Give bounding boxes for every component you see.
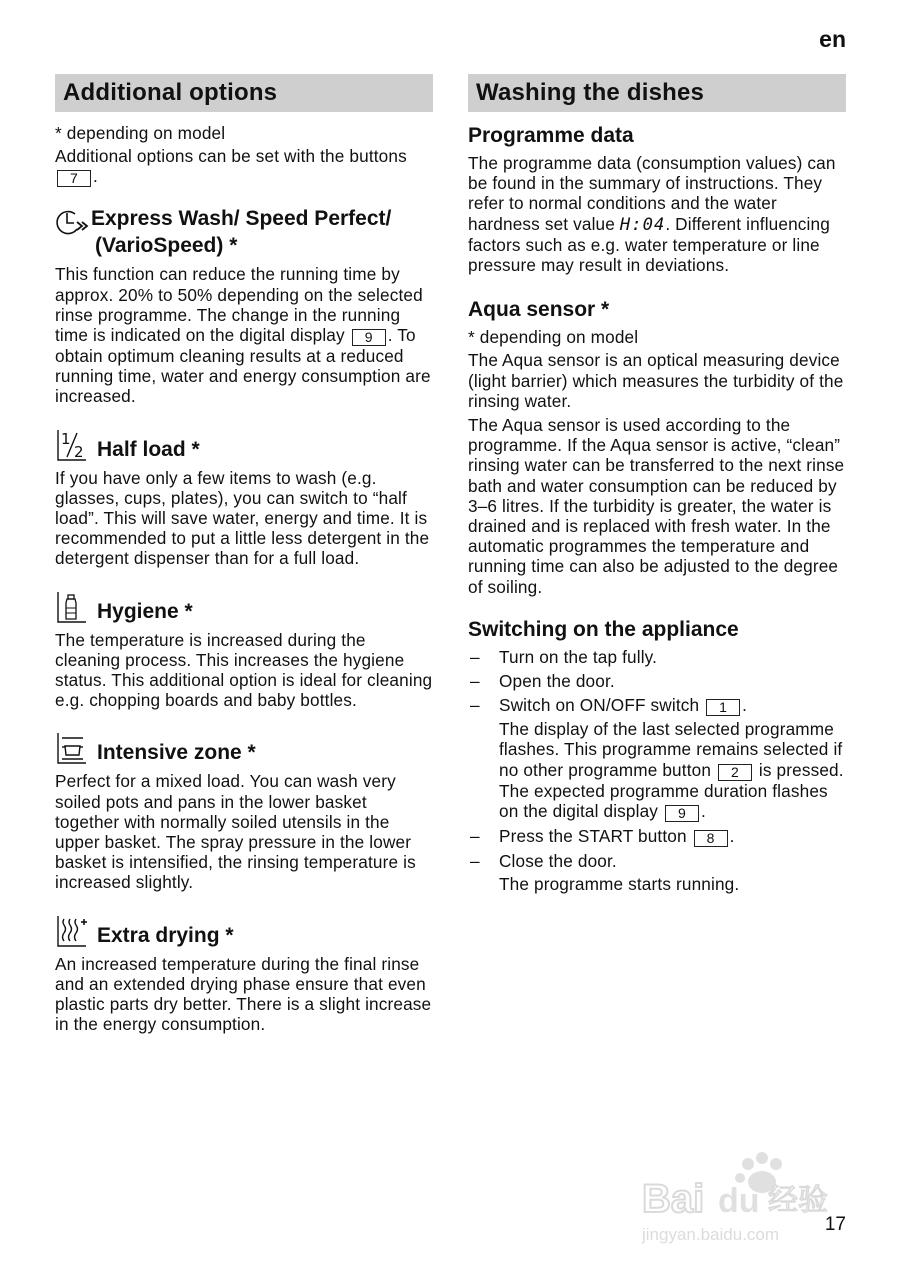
- clock-speed-icon: [55, 205, 89, 241]
- model-note: * depending on model: [55, 123, 226, 143]
- half-load-heading: 1 2 Half load *: [55, 427, 433, 463]
- aqua-model-note: * depending on model: [468, 327, 639, 348]
- programme-key-2: 2: [718, 764, 752, 781]
- step-switch-on: – Switch on ON/OFF switch 1 . The display of the last selected programme flashes. This programme remains selected if no other programme button 2 is pressed. The expected programme duration flashes on the digital display 9 .: [468, 695, 846, 822]
- extra-drying-icon: [55, 913, 89, 949]
- intensive-zone-icon: [55, 730, 89, 766]
- aqua-text-2: The Aqua sensor is used according to the programme. If the Aqua sensor is active, “clean” rinsing water can be transferred to the next rinse bath and water consumption can be reduced by 3–6 litres. If the turbidity is greater, the water is drained and is replaced with fresh water. In the automatic programmes the temperature and running time can also be adjusted to the degree of soiling.: [468, 415, 845, 597]
- step-turn-on-tap: – Turn on the tap fully.: [470, 646, 658, 667]
- additional-options-heading: Additional options: [55, 74, 433, 112]
- svg-text:2: 2: [74, 442, 84, 461]
- step-press-start: – Press the START button 8 .: [470, 825, 735, 846]
- left-column: [55, 74, 433, 1034]
- step-close-door-detail: The programme starts running.: [499, 874, 740, 895]
- display-key-9-right: 9: [665, 805, 699, 822]
- svg-text:经验: 经验: [768, 1183, 828, 1218]
- extra-drying-text: An increased temperature during the final rinse and an extended drying phase ensure that even plastic parts dry better. There is a slight increase in the energy consumption.: [55, 953, 432, 1035]
- step-open-door: – Open the door.: [470, 671, 615, 692]
- page-number: 17: [824, 1214, 846, 1235]
- extra-drying-heading: Extra drying *: [55, 913, 433, 949]
- button-key-7: 7: [57, 170, 91, 187]
- start-key-8: 8: [694, 830, 728, 847]
- step-close-door: – Close the door. The programme starts running.: [468, 851, 846, 894]
- express-wash-heading: Express Wash/ Speed Perfect/ (VarioSpeed) *: [55, 205, 433, 259]
- right-column: [468, 74, 846, 898]
- half-load-text: If you have only a few items to wash (e.g. glasses, cups, plates), you can switch to “half load”. This will save water, energy and time. It is recommended to put a little less detergent in the detergent dispenser than for a full load.: [55, 467, 430, 569]
- programme-data-text: The programme data (consumption values) can be found in the summary of instructions. They refer to normal conditions and the water hardness set value H:04. Different influencing factors such as e.g. water temperature or line pressure may result in deviations.: [468, 153, 836, 276]
- switching-on-title: Switching on the appliance: [468, 617, 739, 641]
- svg-text:Bai: Bai: [642, 1177, 705, 1221]
- switching-steps: [468, 647, 846, 894]
- language-code: en: [819, 26, 846, 52]
- svg-text:du: du: [718, 1182, 760, 1220]
- baidu-watermark-logo: [640, 1150, 850, 1245]
- step-switch-on-detail: The display of the last selected programme flashes. This programme remains selected if no other programme button 2 is pressed. The expected programme duration flashes on the digital display 9 .: [499, 719, 844, 821]
- washing-dishes-heading: Washing the dishes: [468, 74, 846, 112]
- intensive-zone-text: Perfect for a mixed load. You can wash very soiled pots and pans in the lower basket together with normally soiled utensils in the upper basket. The spray pressure in the lower basket is intensified, the rinsing temperature is increased slightly.: [55, 771, 416, 893]
- express-wash-text: This function can reduce the running time by approx. 20% to 50% depending on the selected rinse programme. The change in the running time is indicated on the digital display 9 . To obtain optimum cleaning results at a reduced running time, water and energy consumption are increased.: [55, 264, 431, 407]
- aqua-text-1: The Aqua sensor is an optical measuring device (light barrier) which measures the turbidity of the rinsing water.: [468, 350, 844, 411]
- hardness-display-value: H:04: [619, 214, 666, 235]
- svg-text:1: 1: [61, 429, 71, 448]
- intensive-zone-heading: Intensive zone *: [55, 730, 433, 766]
- hygiene-bottle-icon: [55, 589, 89, 625]
- hygiene-heading: Hygiene *: [55, 589, 433, 625]
- half-load-icon: [55, 427, 89, 463]
- display-key-9: 9: [352, 329, 386, 346]
- programme-data-title: Programme data: [468, 124, 634, 147]
- aqua-sensor-title: Aqua sensor *: [468, 298, 610, 322]
- hygiene-text: The temperature is increased during the cleaning process. This increases the hygiene status. This additional option is ideal for cleaning e.g. chopping boards and baby bottles.: [55, 629, 433, 711]
- svg-text:jingyan.baidu.com: jingyan.baidu.com: [642, 1225, 780, 1244]
- additional-options-intro: Additional options can be set with the buttons 7 .: [55, 146, 407, 187]
- on-off-key-1: 1: [706, 699, 740, 716]
